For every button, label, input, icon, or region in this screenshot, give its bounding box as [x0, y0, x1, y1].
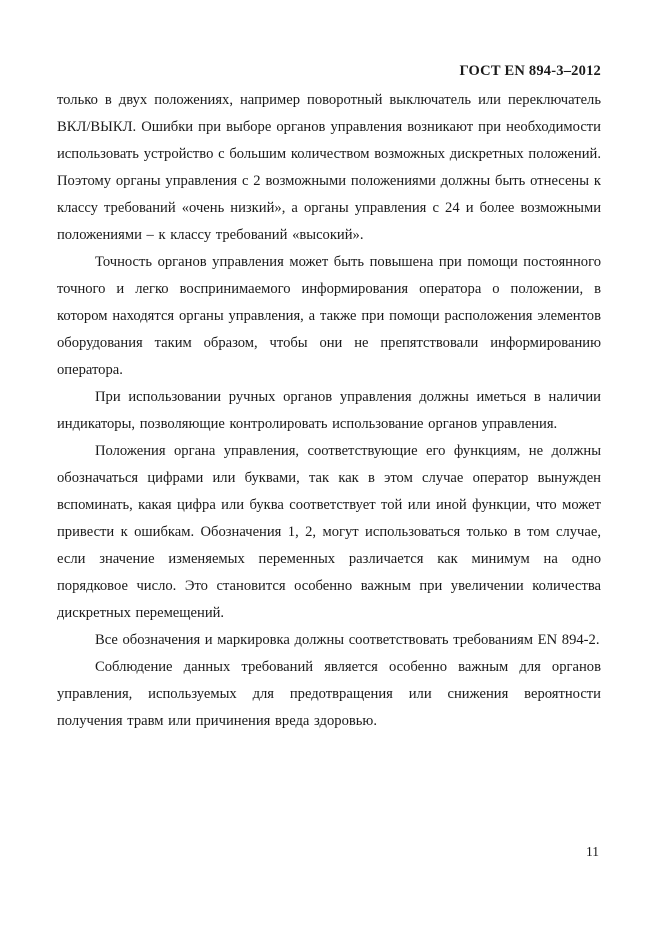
page-number: 11: [586, 844, 599, 859]
body-paragraph: Положения органа управления, соответствующие его функциям, не должны обозначаться цифрами или буквами, так как в этом случае оператор вынужден вспоминать, какая цифра или буква соответствует той или иной функции, что может привести к ошибкам. Обозначения 1, 2, могут использоваться только в том случае, если значение изменяемых переменных различается как минимум на одно порядковое число. Это становится особенно важным при увеличении количества дискретных перемещений.: [57, 443, 601, 621]
document-header: ГОСТ EN 894-3–2012: [459, 63, 601, 79]
body-paragraph: Все обозначения и маркировка должны соответствовать требованиям EN 894-2.: [95, 632, 600, 648]
body-paragraph: только в двух положениях, например поворотный выключатель или переключатель ВКЛ/ВЫКЛ. Ошибки при выборе органов управления возникают при необходимости использовать устройство с большим количеством возможных дискретных положений. Поэтому органы управления с 2 возможными положениями должны быть отнесены к классу требований «очень низкий», а органы управления с 24 и более возможными положениями – к классу требований «высокий».: [57, 92, 601, 243]
document-body: [57, 87, 601, 735]
body-paragraph: При использовании ручных органов управления должны иметься в наличии индикаторы, позволяющие контролировать использование органов управления.: [57, 389, 601, 432]
body-paragraph: Точность органов управления может быть повышена при помощи постоянного точного и легко воспринимаемого информирования оператора о положении, в котором находятся органы управления, а также при помощи расположения элементов оборудования таким образом, чтобы они не препятствовали информированию оператора.: [57, 254, 601, 378]
body-paragraph: Соблюдение данных требований является особенно важным для органов управления, используемых для предотвращения или снижения вероятности получения травм или причинения вреда здоровью.: [57, 659, 601, 729]
